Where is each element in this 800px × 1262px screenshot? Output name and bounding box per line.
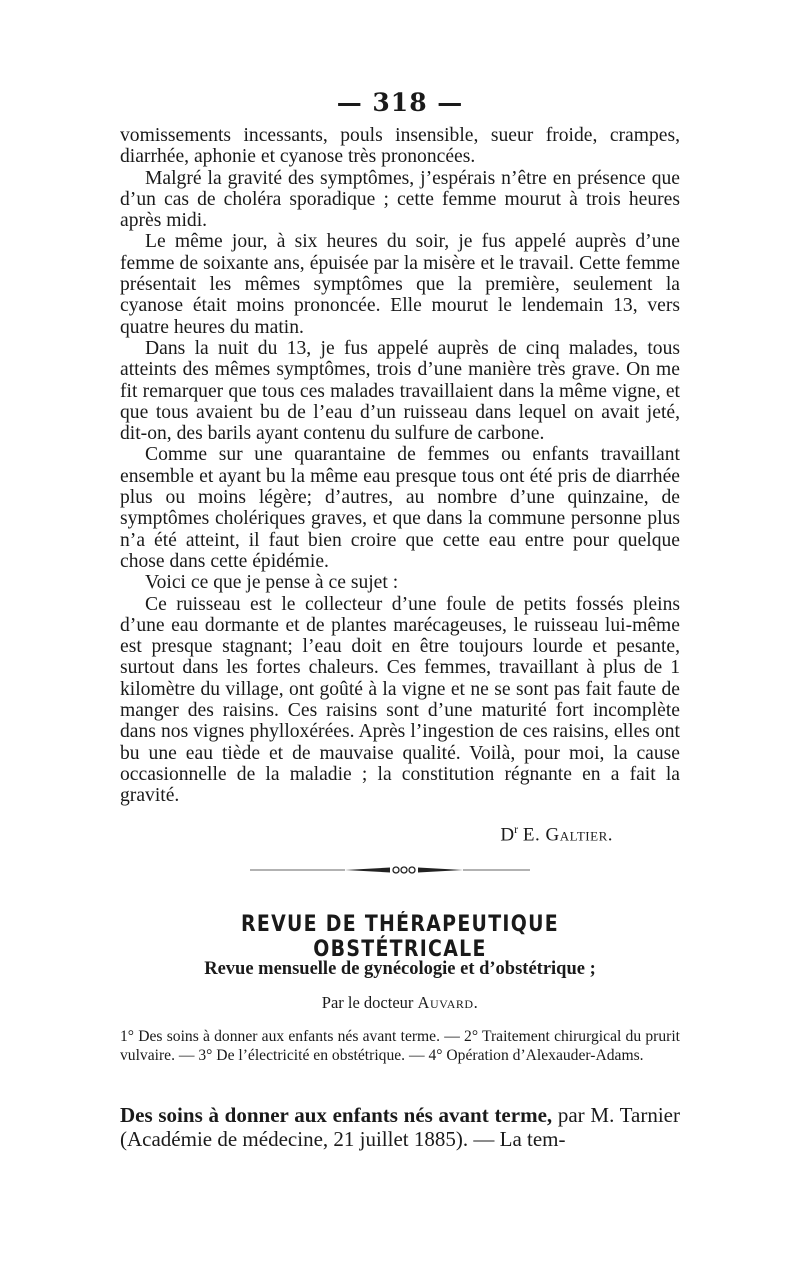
page-number: — 318 — [336, 88, 464, 117]
section-byline [120, 993, 680, 1013]
byline-author: Auvard. [417, 993, 479, 1012]
section-title: REVUE DE THÉRAPEUTIQUE OBSTÉTRICALE [241, 912, 559, 962]
paragraph: Ce ruisseau est le collecteur d’une foule de petits fossés pleins d’une eau dormante et de plantes marécageuses, le ruisseau lui-même est presque stagnant; l’eau doit en être toujours lourde et pesante, surtout dans les fortes chaleurs. Ces femmes, travaillant à plus de 1 kilomètre du village, ont goûté à la vigne et ne se sont pas fait faute de manger des raisins. Ces raisins sont d’une maturité fort incomplète dans nos vignes phylloxérées. Après l’ingestion de ces raisins, elles ont bu une eau tiède et de mauvaise qualité. Voilà, pour moi, la cause occasionnelle de la maladie ; la constitution régnante en a fait la gravité. [120, 593, 680, 807]
paragraph: Comme sur une quarantaine de femmes ou enfants travaillant ensemble et ayant bu la même eau presque tous ont été pris de diarrhée plus ou moins légère; d’autres, au nombre d’une quinzaine, de symptômes cholériques graves, et que dans la commune personne plus n’a été atteint, il faut bien croire que cette eau entre pour quelque chose dans cette épidémie. [120, 444, 680, 572]
signature-name: E. Galtier. [522, 824, 613, 846]
author-signature [120, 822, 613, 846]
section-subtitle: Revue mensuelle de gynécologie et d’obstétrique ; [204, 959, 596, 979]
paragraph: Dans la nuit du 13, je fus appelé auprès de cinq malades, tous atteints des mêmes symptômes, trois d’une manière très grave. On me fit remarquer que tous ces malades travaillaient dans la même vigne, et que tous avaient bu de l’eau d’un ruisseau dans lequel on avait jeté, dit-on, des barils ayant contenu du sulfure de carbone. [120, 337, 680, 445]
paragraph: Malgré la gravité des symptômes, j’espérais n’être en présence que d’un cas de choléra sporadique ; cette femme mourut à trois heures après midi. [120, 167, 680, 232]
contents-summary: 1° Des soins à donner aux enfants nés avant terme. — 2° Traitement chirurgical du prurit vulvaire. — 3° De l’électricité en obstétrique. — 4° Opération d’Alexauder-Adams. [120, 1028, 680, 1064]
paragraph: Le même jour, à six heures du soir, je fus appelé auprès d’une femme de soixante ans, épuisée par la misère et le travail. Cette femme présentait les mêmes symptômes que la première, seulement la cyanose était moins prononcée. Elle mourut le lendemain 13, vers quatre heures du matin. [120, 231, 680, 338]
article-opening [120, 1103, 680, 1151]
signature-sup: r [514, 822, 519, 836]
paragraph: vomissements incessants, pouls insensible, sueur froide, crampes, diarrhée, aphonie et cyanose très prononcées. [120, 125, 680, 168]
byline-prefix: Par le docteur [321, 993, 418, 1012]
signature-prefix: D [500, 824, 515, 846]
article-opening-text: par M. Tarnier (Académie de médecine, 21 juillet 1885). — La tem- [120, 1103, 680, 1151]
article-body [120, 125, 680, 807]
article-heading: Des soins à donner aux enfants nés avant terme, [120, 1103, 553, 1127]
section-divider [250, 866, 530, 874]
paragraph: Voici ce que je pense à ce sujet : [145, 572, 399, 594]
